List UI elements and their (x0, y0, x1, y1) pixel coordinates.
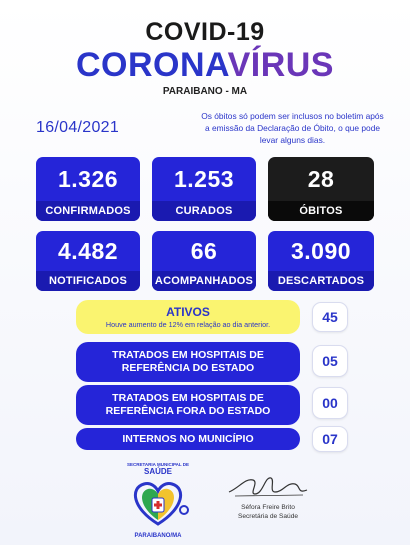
card-value: 4.482 (57, 237, 119, 264)
brand-title (0, 46, 410, 85)
row-line2: REFERÊNCIA DO ESTADO (121, 362, 255, 374)
death-note: Os óbitos só podem ser inclusos no boletim após a emissão da Declaração de Óbito, o que pode levar alguns dias. (201, 111, 384, 145)
row-value-estado: 05 (312, 345, 348, 377)
row-line2: REFERÊNCIA FORA DO ESTADO (105, 405, 271, 417)
card-label: ACOMPANHADOS (152, 271, 256, 291)
card-notificados (36, 231, 140, 291)
signature-scribble (225, 470, 311, 500)
row-hospitais-fora (76, 385, 300, 425)
ativos-value: 45 (312, 302, 348, 332)
logo-top-text: SECRETARIA MUNICIPAL DE (126, 462, 190, 467)
health-secretariat-logo (118, 462, 198, 542)
brand-part-virus: VÍRUS (227, 46, 334, 84)
logo-main-text: SAÚDE (143, 467, 172, 476)
card-label: DESCARTADOS (268, 271, 374, 291)
card-value: 28 (307, 165, 335, 192)
brand-part-corona: CORONA (75, 46, 228, 84)
city-label: PARAIBANO - MA (162, 86, 248, 97)
card-obitos (268, 157, 374, 221)
signer-role: Secretária de Saúde (237, 513, 299, 520)
row-internos (76, 428, 300, 450)
row-line1: INTERNOS NO MUNICÍPIO (122, 432, 254, 445)
card-confirmados (36, 157, 140, 221)
card-curados (152, 157, 256, 221)
row-hospitais-estado (76, 342, 300, 382)
ativos-subtitle: Houve aumento de 12% em relação ao dia anterior. (105, 320, 271, 329)
row-line1: TRATADOS EM HOSPITAIS DE (112, 392, 264, 404)
bulletin-date: 16/04/2021 (36, 119, 120, 136)
logo-bottom-text: PARAIBANO/MA (134, 533, 182, 539)
card-label: ÓBITOS (268, 201, 374, 221)
row-value-fora: 00 (312, 387, 348, 419)
card-label: CONFIRMADOS (36, 201, 140, 221)
card-acompanhados (152, 231, 256, 291)
row-value-internos: 07 (312, 426, 348, 452)
card-value: 1.326 (57, 165, 119, 192)
card-label: NOTIFICADOS (36, 271, 140, 291)
row-line1: TRATADOS EM HOSPITAIS DE (112, 349, 264, 361)
heart-stethoscope-icon (118, 476, 198, 528)
ativos-title: ATIVOS (166, 305, 210, 319)
signer-name: Séfora Freire Brito (241, 504, 295, 511)
card-descartados (268, 231, 374, 291)
ativos-bar (76, 300, 300, 334)
card-value: 66 (190, 237, 218, 264)
page-title: COVID-19 (145, 18, 265, 46)
card-label: CURADOS (152, 201, 256, 221)
card-value: 3.090 (290, 237, 352, 264)
card-value: 1.253 (173, 165, 235, 192)
